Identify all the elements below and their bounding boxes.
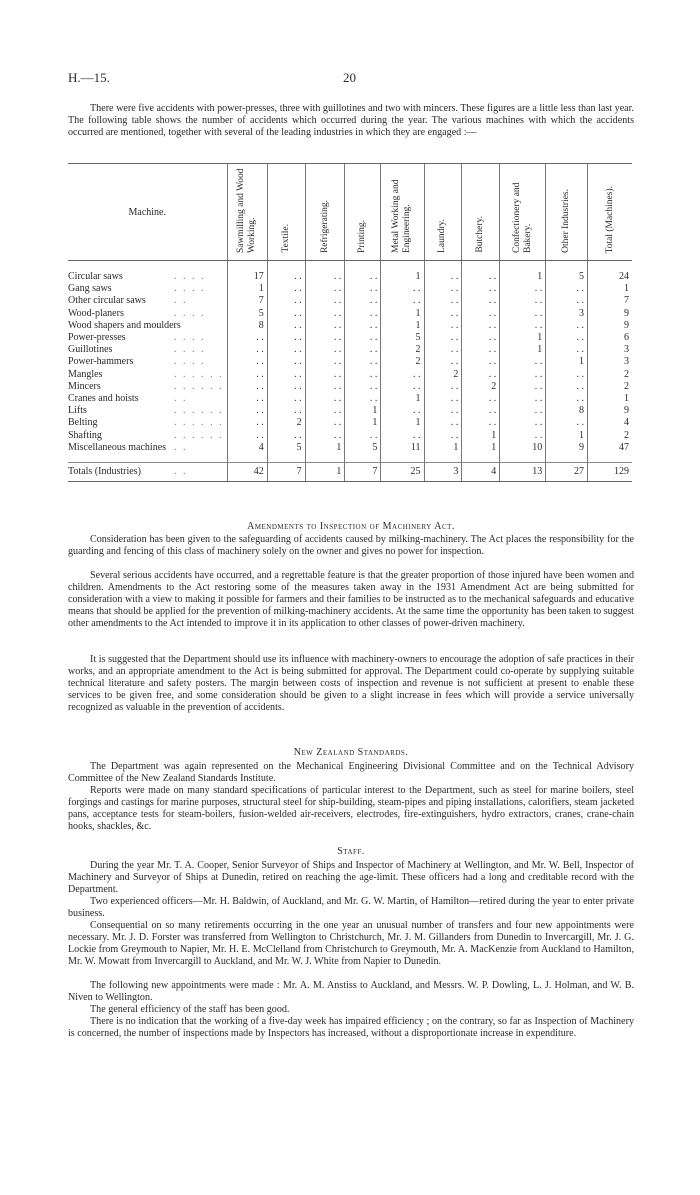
machine-name-cell <box>68 356 227 368</box>
value-cell: 7 <box>267 463 305 482</box>
value-cell: . . <box>267 271 305 283</box>
leader-dots: . . . . . . <box>174 380 224 392</box>
machine-name: Power-presses <box>68 332 126 344</box>
table-row <box>68 417 632 429</box>
value-cell: . . <box>267 381 305 393</box>
value-cell: 8 <box>546 405 588 417</box>
value-cell: 129 <box>588 463 632 482</box>
spacer-row <box>68 454 632 463</box>
value-cell: . . <box>345 381 381 393</box>
value-cell: . . <box>305 344 345 356</box>
value-cell: . . <box>424 344 462 356</box>
column-header: Total (Machines). <box>588 164 632 261</box>
value-cell: . . <box>267 393 305 405</box>
value-cell: . . <box>305 430 345 442</box>
value-cell: 1 <box>588 283 632 295</box>
value-cell: . . <box>305 283 345 295</box>
table-row <box>68 442 632 454</box>
value-cell: . . <box>227 381 267 393</box>
leader-dots: . . . . <box>174 307 206 319</box>
value-cell: . . <box>381 369 424 381</box>
table-row <box>68 332 632 344</box>
value-cell: . . <box>424 320 462 332</box>
value-cell: 4 <box>462 463 500 482</box>
value-cell: 2 <box>381 344 424 356</box>
value-cell: . . <box>345 283 381 295</box>
machine-name: Cranes and hoists <box>68 393 139 405</box>
value-cell: . . <box>462 369 500 381</box>
value-cell: . . <box>424 271 462 283</box>
column-header: Butchery. <box>462 164 500 261</box>
machine-name: Guillotines <box>68 344 113 356</box>
value-cell: . . <box>462 320 500 332</box>
spacer-row <box>68 261 632 272</box>
value-cell: 6 <box>588 332 632 344</box>
value-cell: 1 <box>381 271 424 283</box>
value-cell: . . <box>381 283 424 295</box>
value-cell: 47 <box>588 442 632 454</box>
value-cell: . . <box>381 381 424 393</box>
value-cell: . . <box>227 344 267 356</box>
leader-dots: . . . . <box>174 271 206 282</box>
value-cell: . . <box>546 320 588 332</box>
value-cell: 1 <box>500 332 546 344</box>
amendments-heading: Amendments to Inspection of Machinery Act. <box>247 521 455 532</box>
column-header: Printing. <box>345 164 381 261</box>
value-cell: . . <box>546 332 588 344</box>
value-cell: 7 <box>345 463 381 482</box>
value-cell: . . <box>424 308 462 320</box>
value-cell: 3 <box>424 463 462 482</box>
amendments-paragraph-3: It is suggested that the Department should use its influence with machinery-owners to encourage the adoption of safe practices in their works, and an appropriate amendment to the Act is being submitted for approval. The Department could co-operate by supplying suitable technical literature and safety posters. The margin between costs of inspection and revenue is not sufficient at present to enable these services to be given free, and some consideration should be given to a slight increase in fees which will provide a service universally recognized as valuable in the prevention of accidents. <box>68 654 634 713</box>
value-cell: 1 <box>381 417 424 429</box>
value-cell: 8 <box>227 320 267 332</box>
value-cell: 5 <box>345 442 381 454</box>
value-cell: 1 <box>381 320 424 332</box>
leader-dots: . . . . <box>174 344 206 356</box>
value-cell: . . <box>462 332 500 344</box>
staff-paragraph-5: The general efficiency of the staff has been good. <box>90 1004 290 1015</box>
value-cell: 1 <box>305 442 345 454</box>
value-cell: 1 <box>462 430 500 442</box>
value-cell: 2 <box>588 430 632 442</box>
table-row <box>68 320 632 332</box>
value-cell: . . <box>227 393 267 405</box>
value-cell: . . <box>546 344 588 356</box>
staff-heading: Staff. <box>337 846 365 857</box>
table-body <box>68 261 632 482</box>
value-cell: . . <box>227 430 267 442</box>
machine-name: Mangles <box>68 368 103 380</box>
value-cell: . . <box>305 320 345 332</box>
value-cell: 1 <box>381 308 424 320</box>
staff-paragraph-6: There is no indication that the working of a five-day week has impaired efficiency ; on the contrary, so far as Inspection of Machinery is concerned, the number of inspections made by Inspectors has increased, without a disproportionate increase in expenditure. <box>68 1016 634 1039</box>
value-cell: . . <box>381 430 424 442</box>
value-cell: . . <box>227 356 267 368</box>
value-cell: 10 <box>500 442 546 454</box>
value-cell: 1 <box>345 405 381 417</box>
value-cell: . . <box>305 295 345 307</box>
value-cell: . . <box>305 369 345 381</box>
value-cell: . . <box>305 332 345 344</box>
machine-name-cell <box>68 271 227 283</box>
machine-name: Shafting <box>68 429 102 441</box>
machine-name: Wood shapers and moulders <box>68 319 181 331</box>
value-cell: . . <box>462 308 500 320</box>
machine-name-cell <box>68 430 227 442</box>
value-cell: . . <box>345 369 381 381</box>
leader-dots: . . . . <box>174 356 206 368</box>
intro-paragraph: There were five accidents with power-presses, three with guillotines and two with mincers. These figures are a little less than last year. The following table shows the number of accidents which occurred during the year. The various machines with which the accidents occurred are mentioned, together with several of the leading industries in which they are engaged :— <box>68 103 634 138</box>
value-cell: . . <box>267 308 305 320</box>
value-cell: . . <box>424 332 462 344</box>
column-header: Refrigerating. <box>305 164 345 261</box>
machine-name-cell <box>68 405 227 417</box>
table-row <box>68 344 632 356</box>
value-cell: . . <box>424 430 462 442</box>
page-number: 20 <box>343 70 356 85</box>
value-cell: 1 <box>462 442 500 454</box>
value-cell: 7 <box>588 295 632 307</box>
value-cell: . . <box>227 405 267 417</box>
value-cell: . . <box>546 417 588 429</box>
value-cell: 1 <box>500 271 546 283</box>
machine-name: Power-hammers <box>68 356 134 368</box>
machine-name-cell <box>68 442 227 454</box>
machine-name-cell <box>68 332 227 344</box>
table-row <box>68 271 632 283</box>
value-cell: . . <box>462 344 500 356</box>
value-cell: 1 <box>546 356 588 368</box>
value-cell: . . <box>462 356 500 368</box>
machine-name-cell <box>68 393 227 405</box>
column-header: Laundry. <box>424 164 462 261</box>
page-header <box>68 70 632 86</box>
leader-dots: . . . . . . <box>174 368 224 380</box>
value-cell: 27 <box>546 463 588 482</box>
value-cell: 17 <box>227 271 267 283</box>
value-cell: . . <box>305 393 345 405</box>
machine-name-cell <box>68 463 227 482</box>
column-header: Textile. <box>267 164 305 261</box>
value-cell: . . <box>546 369 588 381</box>
accidents-table <box>68 163 632 482</box>
value-cell: . . <box>345 320 381 332</box>
value-cell: . . <box>462 283 500 295</box>
value-cell: . . <box>305 308 345 320</box>
value-cell: . . <box>462 393 500 405</box>
leader-dots: . . . . <box>174 283 206 295</box>
value-cell: . . <box>500 430 546 442</box>
value-cell: 5 <box>267 442 305 454</box>
value-cell: . . <box>546 393 588 405</box>
value-cell: 1 <box>500 344 546 356</box>
value-cell: 1 <box>588 393 632 405</box>
value-cell: . . <box>345 271 381 283</box>
value-cell: . . <box>424 381 462 393</box>
value-cell: . . <box>500 405 546 417</box>
value-cell: . . <box>345 430 381 442</box>
table-row <box>68 356 632 368</box>
value-cell: . . <box>267 295 305 307</box>
machine-name: Other circular saws <box>68 295 146 307</box>
value-cell: 9 <box>588 405 632 417</box>
value-cell: . . <box>267 344 305 356</box>
value-cell: . . <box>500 308 546 320</box>
table-row <box>68 295 632 307</box>
value-cell: 13 <box>500 463 546 482</box>
value-cell: . . <box>267 430 305 442</box>
value-cell: 1 <box>345 417 381 429</box>
value-cell: . . <box>424 405 462 417</box>
value-cell: . . <box>345 308 381 320</box>
amendments-paragraph-1: Consideration has been given to the safeguarding of accidents caused by milking-machinery. The Act places the responsibility for the guarding and fencing of this class of machinery solely on the owner and gives no power for inspection. <box>68 534 634 557</box>
value-cell: . . <box>305 405 345 417</box>
leader-dots: . . <box>174 393 188 405</box>
value-cell: 2 <box>424 369 462 381</box>
value-cell: . . <box>267 283 305 295</box>
machine-name-cell <box>68 381 227 393</box>
value-cell: 11 <box>381 442 424 454</box>
value-cell: . . <box>424 356 462 368</box>
value-cell: 1 <box>305 463 345 482</box>
value-cell: . . <box>267 332 305 344</box>
table-row <box>68 405 632 417</box>
table-row <box>68 369 632 381</box>
table-header-row <box>68 164 632 261</box>
totals-row <box>68 463 632 482</box>
leader-dots: . . . . . . <box>174 405 224 417</box>
value-cell: 5 <box>381 332 424 344</box>
table-row <box>68 308 632 320</box>
value-cell: 2 <box>588 369 632 381</box>
value-cell: . . <box>305 356 345 368</box>
machine-name-cell <box>68 308 227 320</box>
staff-paragraph-2: Two experienced officers—Mr. H. Baldwin, of Auckland, and Mr. G. W. Martin, of Hamilton—retired during the year to enter private business. <box>68 896 634 919</box>
value-cell: . . <box>462 405 500 417</box>
value-cell: 3 <box>588 344 632 356</box>
machine-column-header: Machine. <box>68 164 227 261</box>
value-cell: . . <box>424 417 462 429</box>
value-cell: . . <box>500 393 546 405</box>
column-header: Confectionery and Bakery. <box>500 164 546 261</box>
machine-name: Miscellaneous machines <box>68 441 167 453</box>
table-row <box>68 283 632 295</box>
leader-dots: . . . . <box>174 332 206 344</box>
leader-dots: . . . . . . <box>174 417 224 429</box>
value-cell: . . <box>305 271 345 283</box>
value-cell: . . <box>500 381 546 393</box>
value-cell: 1 <box>546 430 588 442</box>
value-cell: . . <box>345 393 381 405</box>
value-cell: . . <box>227 369 267 381</box>
value-cell: . . <box>500 356 546 368</box>
machine-name-cell <box>68 295 227 307</box>
leader-dots: . . <box>174 466 188 478</box>
value-cell: . . <box>546 381 588 393</box>
value-cell: 4 <box>227 442 267 454</box>
value-cell: . . <box>305 417 345 429</box>
value-cell: . . <box>227 417 267 429</box>
value-cell: . . <box>381 295 424 307</box>
value-cell: . . <box>462 295 500 307</box>
value-cell: . . <box>267 369 305 381</box>
value-cell: 3 <box>546 308 588 320</box>
staff-paragraph-4: The following new appointments were made : Mr. A. M. Anstiss to Auckland, and Messrs. W. P. Dowling, L. J. Holman, and W. B. Niven to Wellington. <box>68 980 634 1003</box>
value-cell: 9 <box>546 442 588 454</box>
leader-dots: . . <box>174 295 188 307</box>
value-cell: . . <box>267 405 305 417</box>
machine-name: Wood-planers <box>68 307 124 319</box>
report-reference: H.—15. <box>68 70 110 85</box>
value-cell: . . <box>500 417 546 429</box>
value-cell: 1 <box>424 442 462 454</box>
staff-paragraph-1: During the year Mr. T. A. Cooper, Senior Surveyor of Ships and Inspector of Machinery at Wellington, and Mr. W. Bell, Inspector of Machinery and Surveyor of Ships at Dunedin, retired on reaching the age-limit. These officers had a long and creditable record with the Department. <box>68 860 634 895</box>
value-cell: . . <box>546 283 588 295</box>
value-cell: 7 <box>227 295 267 307</box>
value-cell: 5 <box>227 308 267 320</box>
column-header: Metal Working and Engineering. <box>381 164 424 261</box>
value-cell: 25 <box>381 463 424 482</box>
leader-dots: . . . . . . <box>174 429 224 441</box>
value-cell: . . <box>462 417 500 429</box>
value-cell: 1 <box>381 393 424 405</box>
value-cell: . . <box>500 295 546 307</box>
column-header: Other Industries. <box>546 164 588 261</box>
value-cell: . . <box>424 295 462 307</box>
machine-name: Belting <box>68 417 98 429</box>
value-cell: 2 <box>462 381 500 393</box>
value-cell: 9 <box>588 308 632 320</box>
value-cell: . . <box>267 356 305 368</box>
value-cell: 2 <box>381 356 424 368</box>
machine-name-cell <box>68 320 227 332</box>
value-cell: 24 <box>588 271 632 283</box>
table-row <box>68 393 632 405</box>
value-cell: 3 <box>588 356 632 368</box>
value-cell: . . <box>227 332 267 344</box>
standards-paragraph-1: The Department was again represented on the Mechanical Engineering Divisional Committee and on the Technical Advisory Committee of the New Zealand Standards Institute. <box>68 761 634 784</box>
value-cell: . . <box>345 295 381 307</box>
value-cell: . . <box>345 356 381 368</box>
column-header: Sawmilling and Wood Working. <box>227 164 267 261</box>
value-cell: 1 <box>227 283 267 295</box>
value-cell: . . <box>267 320 305 332</box>
value-cell: . . <box>500 320 546 332</box>
standards-paragraph-2: Reports were made on many standard specifications of particular interest to the Department, such as steel for marine boilers, steel forgings and castings for marine purposes, structural steel for ship-building, steam-pipes and piping installations, calorifiers, steam jacketed pans, acceptance tests for steam-boilers, fusion-welded air-receivers, electrodes, fire-extinguishers, hydro extractors, cranes, crane-chain hooks, shackles, &c. <box>68 785 634 832</box>
table-row <box>68 381 632 393</box>
value-cell: . . <box>305 381 345 393</box>
value-cell: . . <box>424 283 462 295</box>
value-cell: 9 <box>588 320 632 332</box>
value-cell: 4 <box>588 417 632 429</box>
value-cell: 2 <box>588 381 632 393</box>
amendments-paragraph-2: Several serious accidents have occurred, and a regrettable feature is that the greater proportion of those injured have been women and children. Amendments to the Act restoring some of the measures taken away in the 1931 Amendment Act are being submitted for consideration with a view to making it possible for farmers and their families to be instructed as to the mechanical safeguards and educative means that should be applied for the prevention of milking-machinery accidents. At the same time the opportunity has been taken to suggest other amendments to the Act intended to improve it in its application to other classes of power-driven machinery. <box>68 570 634 629</box>
value-cell: . . <box>345 344 381 356</box>
machine-name: Gang saws <box>68 283 112 295</box>
machine-name-cell <box>68 344 227 356</box>
machine-name-cell <box>68 417 227 429</box>
machine-name: Mincers <box>68 380 101 392</box>
value-cell: . . <box>500 369 546 381</box>
machine-name: Lifts <box>68 405 87 417</box>
machine-name: Circular saws <box>68 271 123 282</box>
value-cell: 42 <box>227 463 267 482</box>
value-cell: . . <box>462 271 500 283</box>
leader-dots: . . <box>174 441 188 453</box>
machine-name: Totals (Industries) <box>68 466 141 478</box>
machine-name-cell <box>68 369 227 381</box>
standards-heading: New Zealand Standards. <box>293 747 409 758</box>
value-cell: . . <box>345 332 381 344</box>
value-cell: . . <box>546 295 588 307</box>
value-cell: 5 <box>546 271 588 283</box>
value-cell: . . <box>424 393 462 405</box>
staff-paragraph-3: Consequential on so many retirements occurring in the one year an unusual number of transfers and four new appointments were necessary. Mr. J. D. Forster was transferred from Wellington to Christchurch, Mr. J. M. Gillanders from Dunedin to Invercargill, Mr. J. G. Lockie from Greymouth to Napier, Mr. H. E. McClelland from Christchurch to Greymouth, Mr. A. MacKenzie from Auckland to Hamilton, Mr. W. Mowatt from Invercargill to Auckland, and Mr. W. J. White from Napier to Dunedin. <box>68 920 634 967</box>
machine-name-cell <box>68 283 227 295</box>
value-cell: . . <box>500 283 546 295</box>
table-row <box>68 430 632 442</box>
value-cell: 2 <box>267 417 305 429</box>
value-cell: . . <box>381 405 424 417</box>
